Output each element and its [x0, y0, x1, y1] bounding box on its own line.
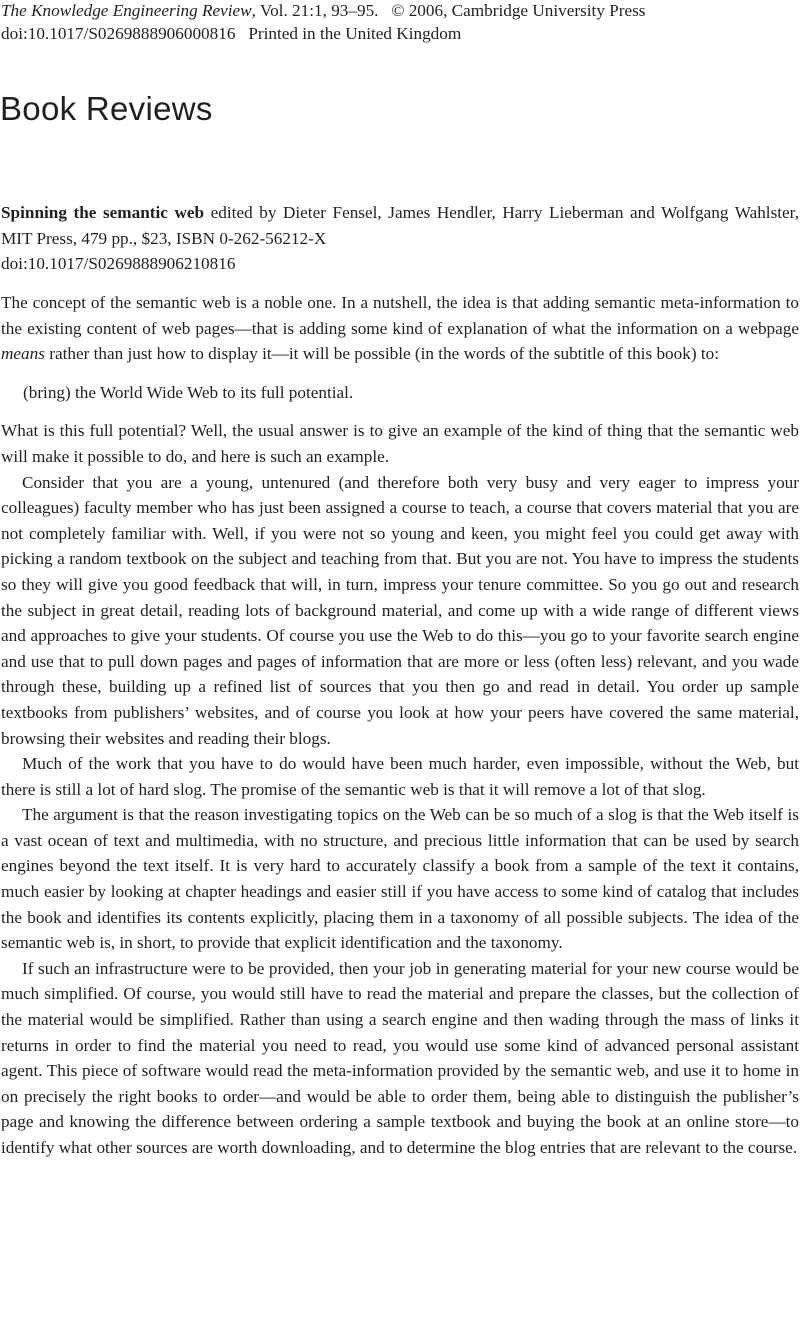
paragraph-6: If such an infrastructure were to be provided, then your job in generating material for your new course would be much simplified. Of course, you would still have to read the material and prepare the classes, but the collection of the material would be simplified. Rather than using a search engine and then wading through the mass of links it returns in order to find the material you need to read, you would use some kind of advanced personal assistant agent. This piece of software would read the meta-information provided by the semantic web, and use it to home in on precisely the right books to order—and would be able to order them, being able to distinguish the publisher’s page and knowing the difference between ordering a sample textbook and buying the book at an online store—to identify what other sources are worth downloading, and to determine the blog entries that are relevant to the course.	[1, 958, 799, 1157]
journal-header	[1, 0, 799, 45]
journal-citation-line	[1, 0, 799, 23]
journal-copyright: © 2006, Cambridge University Press	[391, 1, 646, 20]
paragraph-2: What is this full potential? Well, the usual answer is to give an example of the kind of thing that the semantic web will make it possible to do, and here is such an example.	[1, 421, 799, 466]
paragraph-1-end: rather than just how to display it—it will be possible (in the words of the subtitle of this book) to:	[44, 344, 719, 364]
paragraph-5: The argument is that the reason investigating topics on the Web can be so much of a slog is that the Web itself is a vast ocean of text and multimedia, with no structure, and precious little information that can be used by search engines beyond the text itself. It is very hard to accurately classify a book from a sample of the text it contains, much easier by looking at chapter headings and easier still if you have access to some kind of catalog that includes the book and identifies its contents explicitly, placing them in a taxonomy of all possible subjects. The idea of the semantic web is, in short, to provide that explicit identification and the taxonomy.	[1, 805, 799, 953]
printed-location: Printed in the United Kingdom	[248, 23, 462, 43]
review-body	[1, 290, 799, 1161]
paragraph-1	[1, 290, 799, 367]
paragraph-3: Consider that you are a young, untenured (and therefore both very busy and very eager to impress your colleagues) faculty member who has just been assigned a course to teach, a course that covers material that you are not completely familiar with. Well, if you were not so young and keen, you might feel you could get away with picking a random textbook on the subject and teaching from that. But you are not. You have to impress the students so they will give you good feedback that will, in turn, impress your tenure committee. So you go out and research the subject in great detail, reading lots of background material, and come up with a wide range of different views and approaches to give your students. Of course you use the Web to do this—you go to your favorite search engine and use that to pull down pages and pages of information that are more or less (often less) relevant, and you wade through these, building up a refined list of sources that you then go and read in detail. You order up sample textbooks from publishers’ websites, and of course you look at how your peers have covered the same material, browsing their websites and reading their blogs.	[1, 472, 799, 748]
journal-volume: , Vol. 21:1, 93–95.	[251, 1, 379, 20]
journal-name: The Knowledge Engineering Review	[1, 1, 252, 20]
journal-doi: doi:10.1017/S0269888906000816	[1, 23, 236, 43]
book-title: Spinning the semantic web	[1, 203, 205, 222]
paragraph-1-emphasis: means	[1, 344, 45, 364]
paragraph-4: Much of the work that you have to do would have been much harder, even impossible, without the Web, but there is still a lot of hard slog. The promise of the semantic web is that it will remove a lot of that slog.	[1, 754, 799, 799]
section-title: Book Reviews	[0, 90, 213, 127]
review-citation	[1, 200, 799, 251]
journal-doi-line	[1, 23, 799, 46]
block-quote: (bring) the World Wide Web to its full potential.	[23, 382, 354, 402]
review-heading	[1, 200, 799, 277]
review-doi: doi:10.1017/S0269888906210816	[1, 254, 236, 273]
book-details: edited by Dieter Fensel, James Hendler, Harry Lieberman and Wolfgang Wahlster, MIT Press, 479 pp., $23, ISBN 0-262-56212-X	[1, 203, 799, 248]
paragraph-1-start: The concept of the semantic web is a noble one. In a nutshell, the idea is that adding semantic meta-information to the existing content of web pages—that is adding some kind of explanation of what the information on a webpage	[1, 293, 799, 338]
